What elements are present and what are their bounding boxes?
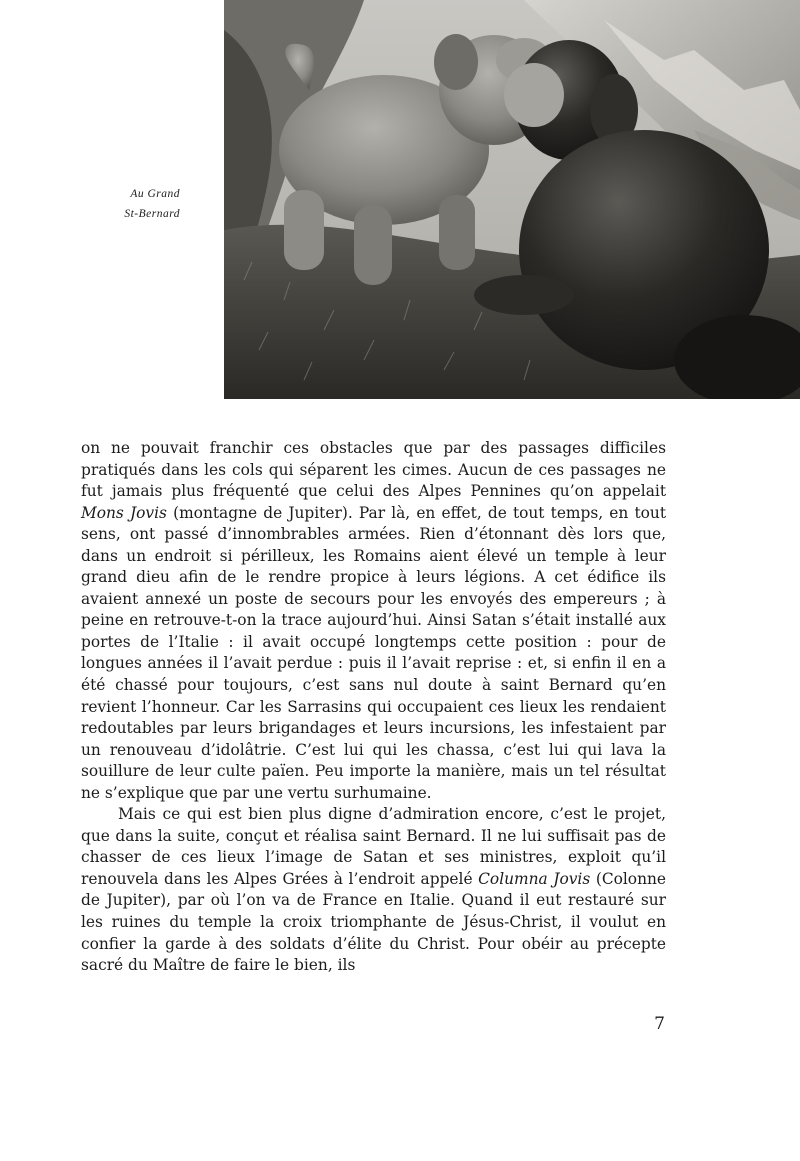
paragraph-2: [81, 804, 666, 976]
paragraph-2-part-2: (Colonne de Jupiter), par où l’on va de France en Italie. Quand il eut restauré sur les ruines du temple la croix triomphante de Jésus-Christ, il voulut en confier la garde à des soldats d’élite du Christ. Pour obéir au précepte sacré du Maître de faire le bien, ils: [81, 869, 666, 975]
mons-jovis-term: Mons Jovis: [81, 503, 167, 522]
paragraph-1-part-1: on ne pouvait franchir ces obstacles que par des passages difficiles pratiqués dans les cols qui séparent les cimes. Aucun de ces passages ne fut jamais plus fréquenté que celui des Alpes Pennines qu’on appelait: [81, 439, 666, 501]
puppies-photo: [224, 0, 800, 399]
photo-caption: [80, 184, 180, 224]
main-text: [81, 438, 666, 977]
caption-line-2: St-Bernard: [124, 208, 180, 220]
page-number: 7: [654, 1014, 665, 1034]
paragraph-1-part-2: (montagne de Jupiter). Par là, en effet, de tout temps, en tout sens, ont passé d’innombrables armées. Rien d’étonnant dès lors que, dans un endroit si périlleux, les Romains aient élevé un temple à leur grand dieu afin de le rendre propice à leurs légions. A cet édifice ils avaient annexé un poste de secours pour les envoyés des empereurs ; à peine en retrouve-t-on la trace aujourd’hui. Ainsi Satan s’était installé aux portes de l’Italie : il avait occupé longtemps cette position : pour de longues années il l’avait perdue : puis il l’avait reprise : et, si enfin il en a été chassé pour toujours, c’est sans nul doute à saint Bernard qu’en revient l’honneur. Car les Sarrasins qui occupaient ces lieux les rendaient redoutables par leurs brigandages et leurs incursions, les infestaient par un renouveau d’idolâtrie. C’est lui qui les chassa, c’est lui qui lava la souillure de leur culte païen. Peu importe la manière, mais un tel résultat ne s’explique que par une vertu surhumaine.: [81, 503, 667, 802]
columna-jovis-term: Columna Jovis: [478, 869, 591, 888]
paragraph-1: [81, 438, 666, 804]
paragraph-2-part-1: Mais ce qui est bien plus digne d’admiration encore, c’est le projet, que dans la suite, conçut et réalisa saint Bernard. Il ne lui suffisait pas de chasser de ces lieux l’image de Satan et ses ministres, exploit qu’il renouvela dans les Alpes Grées à l’endroit appelé: [81, 805, 666, 888]
caption-line-1: Au Grand: [130, 188, 180, 200]
